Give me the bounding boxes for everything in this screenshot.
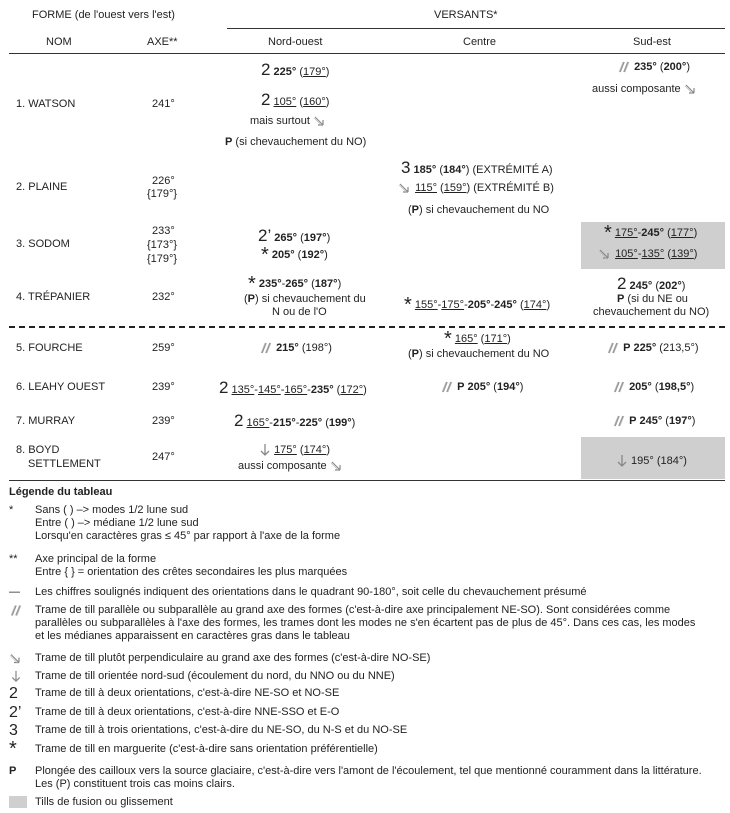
header-axe: AXE**	[147, 36, 178, 48]
legend-text	[35, 687, 725, 700]
no-entry: 2 105° (160°)	[261, 90, 330, 109]
centre-entry: * 165° (171°)	[444, 328, 511, 351]
legend-line: Plongée des cailloux vers la source glaciaire, c'est-à-dire vers l'amont de l'écoulement, tel que mentionné couramment dans la littérature.	[35, 765, 702, 777]
legend-text	[35, 652, 725, 665]
versants-divider	[227, 28, 725, 29]
parallel-icon	[612, 381, 626, 393]
no-entry: * 235°-265° (187°)	[248, 273, 342, 296]
row-name: 7. MURRAY	[16, 415, 76, 427]
star-icon: *	[9, 738, 17, 761]
row-axe: 247°	[152, 451, 175, 463]
no-entry: mais surtout	[250, 115, 327, 127]
row-name: 5. FOURCHE	[16, 342, 83, 354]
se-entry: 195° (184°)	[616, 454, 687, 468]
no-entry: 2 165°-215°-225° (199°)	[234, 411, 356, 430]
header-versants: VERSANTS*	[434, 9, 498, 21]
legend-line: Trame de till en marguerite (c'est-à-dire sans orientation préférentielle)	[35, 743, 378, 755]
legend-line: parallèles ou subparallèles à l'axe des formes, les trames dont les modes ne s'en écartent pas de plus de 45°. Dans ces cas, les modes	[35, 617, 696, 629]
parallel-icon	[617, 61, 631, 73]
legend-symbol: P	[9, 765, 17, 777]
star-icon: *	[261, 244, 269, 267]
header-nom: NOM	[46, 36, 72, 48]
se-entry: aussi composante	[592, 83, 698, 95]
no-entry: P (si chevauchement du NO)	[225, 136, 367, 148]
legend-text	[35, 706, 725, 719]
se-entry: 235° (200°)	[617, 61, 690, 73]
se-entry: 205° (198,5°)	[612, 381, 694, 393]
glacial-separator	[9, 326, 725, 328]
se-entry: P 225° (213,5°)	[606, 342, 699, 354]
perpendicular-icon	[313, 115, 327, 127]
down-arrow-icon	[259, 443, 271, 457]
no-entry: 2 135°-145°-165°-235° (172°)	[219, 378, 367, 397]
centre-entry: (P) si chevauchement du NO	[408, 204, 550, 216]
row-axe: 241°	[152, 98, 175, 110]
header-forme: FORME (de l'ouest vers l'est)	[32, 9, 175, 21]
perpendicular-icon	[684, 83, 698, 95]
legend-line: Trame de till parallèle ou subparallèle au grand axe des formes (c'est-à-dire axe principalement NE-SO). Sont considérées comme	[35, 604, 671, 616]
star-icon: *	[444, 328, 452, 351]
legend-title: Légende du tableau	[9, 486, 113, 498]
se-entry: chevauchement du NO)	[593, 306, 710, 318]
no-entry: aussi composante	[238, 460, 344, 472]
parallel-icon	[606, 342, 620, 354]
row-name: 8. BOYD	[16, 444, 60, 456]
no-entry: 175° (174°)	[259, 443, 330, 457]
row-name: 3. SODOM	[16, 238, 70, 250]
legend-text	[35, 765, 725, 791]
centre-entry: 115° (159°) (EXTRÉMITÉ B)	[398, 182, 554, 194]
row-axe: 232°	[152, 291, 175, 303]
row-name: 1. WATSON	[16, 98, 76, 110]
legend-text	[35, 743, 725, 756]
row-name: 4. TRÉPANIER	[16, 291, 91, 303]
row-axe-secondary: {179°}	[147, 188, 178, 200]
perpendicular-icon	[598, 248, 612, 260]
se-entry: 105°-135° (139°)	[598, 248, 697, 260]
legend-symbol: 3	[9, 722, 18, 739]
legend-line: et les médianes apparaissent en caractères gras dans le tableau	[35, 630, 350, 642]
legend-line: Tills de fusion ou glissement	[35, 796, 173, 808]
legend-line: Lorsqu'en caractères gras ≤ 45° par rapport à l'axe de la forme	[35, 530, 341, 542]
no-entry: 2 225° (179°)	[261, 60, 330, 79]
row-axe: 226°	[152, 175, 175, 187]
legend-text	[35, 586, 725, 599]
row-axe-secondary: {179°}	[147, 253, 178, 265]
star-icon: *	[404, 294, 412, 317]
no-entry: * 205° (192°)	[261, 244, 328, 267]
row-name-2: SETTLEMENT	[28, 458, 101, 470]
perpendicular-icon	[398, 182, 412, 194]
no-entry: N ou de l'O	[272, 306, 327, 318]
table-bottom-rule	[9, 480, 725, 481]
se-entry: 2 245° (202°)	[617, 274, 686, 293]
star-icon: *	[604, 222, 612, 245]
legend-symbol: 2	[9, 685, 18, 702]
legend-line: Trame de till à deux orientations, c'est-à-dire NE-SO et NO-SE	[35, 687, 340, 699]
legend-line: Les (P) constituent trois cas moins clairs.	[35, 778, 235, 790]
header-sud-est: Sud-est	[633, 36, 671, 48]
no-entry: (P) si chevauchement du	[244, 293, 366, 305]
row-axe: 259°	[152, 342, 175, 354]
down-arrow-icon	[616, 454, 628, 468]
legend-symbol: —	[9, 586, 20, 598]
legend-line: Trame de till plutôt perpendiculaire au grand axe des formes (c'est-à-dire NO-SE)	[35, 652, 431, 664]
centre-entry: (P) si chevauchement du NO	[408, 348, 550, 360]
no-entry: 215° (198°)	[259, 342, 332, 354]
legend-text	[35, 724, 725, 737]
legend-line: Axe principal de la forme	[35, 553, 157, 565]
row-axe-secondary: {173°}	[147, 239, 178, 251]
row-name: 6. LEAHY OUEST	[16, 381, 106, 393]
legend-line: Les chiffres soulignés indiquent des orientations dans le quadrant 90-180°, soit celle du chevauchement présumé	[35, 586, 587, 598]
legend-line: Trame de till à trois orientations, c'est-à-dire du NE-SO, du N-S et du NO-SE	[35, 724, 408, 736]
parallel-icon	[259, 342, 273, 354]
parallel-icon	[612, 415, 626, 427]
header-divider	[9, 53, 725, 54]
legend-symbol: *	[9, 504, 14, 516]
parallel-icon	[9, 604, 29, 621]
legend-text	[35, 553, 725, 579]
perpendicular-icon	[330, 460, 344, 472]
se-entry: P (si du NE ou	[617, 293, 688, 305]
grey-swatch-icon	[9, 796, 29, 808]
header-nord-ouest: Nord-ouest	[268, 36, 323, 48]
star-icon: *	[248, 273, 256, 296]
legend-line: Entre { } = orientation des crêtes secondaires les plus marquées	[35, 566, 348, 578]
legend-symbol: 2’	[9, 704, 22, 721]
legend-text	[35, 604, 725, 643]
legend-line: Entre ( ) –> médiane 1/2 lune sud	[35, 517, 199, 529]
legend-line: Trame de till orientée nord-sud (écoulement du nord, du NNO ou du NNE)	[35, 670, 395, 682]
legend-symbol: **	[9, 553, 18, 565]
se-entry: P 245° (197°)	[612, 415, 695, 427]
legend-text	[35, 796, 725, 809]
row-name: 2. PLAINE	[16, 181, 68, 193]
centre-entry: P 205° (194°)	[440, 381, 523, 393]
perpendicular-icon	[9, 652, 29, 669]
parallel-icon	[440, 381, 454, 393]
legend-text	[35, 504, 725, 543]
se-entry: * 175°-245° (177°)	[604, 222, 698, 245]
row-axe: 239°	[152, 415, 175, 427]
row-axe: 239°	[152, 381, 175, 393]
legend-line: Sans ( ) –> modes 1/2 lune sud	[35, 504, 189, 516]
header-centre: Centre	[463, 36, 497, 48]
row-axe: 233°	[152, 225, 175, 237]
centre-entry: * 155°-175°-205°-245° (174°)	[404, 294, 551, 317]
legend-line: Trame de till à deux orientations, c'est-à-dire NNE-SSO et E-O	[35, 706, 340, 718]
legend-text	[35, 670, 725, 683]
no-entry: 2’ 265° (197°)	[258, 226, 331, 245]
centre-entry: 3 185° (184°) (EXTRÉMITÉ A)	[401, 158, 553, 177]
